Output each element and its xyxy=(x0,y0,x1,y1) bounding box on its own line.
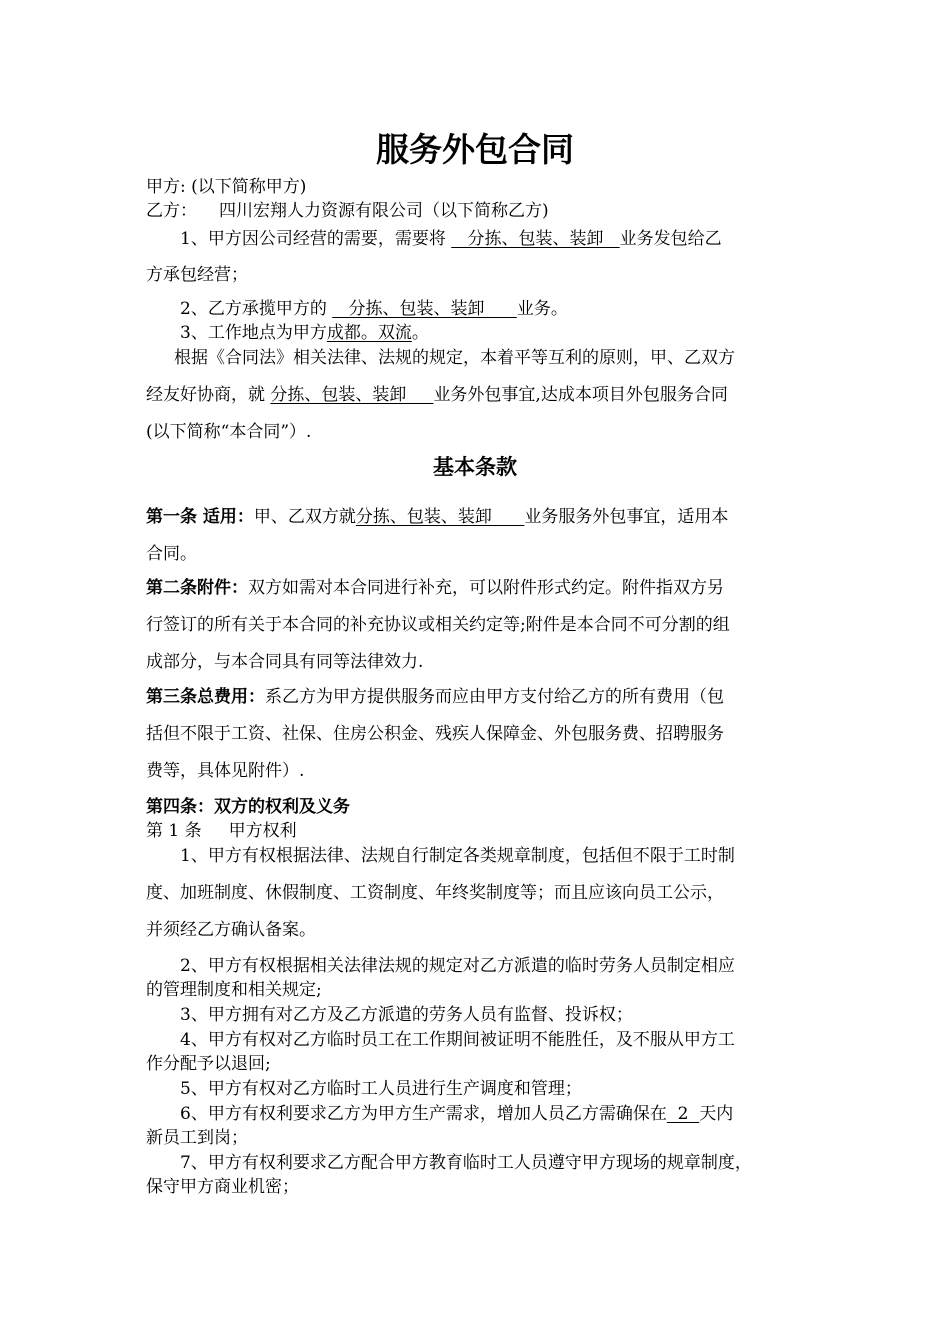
basis-line3: (以下简称“本合同”）. xyxy=(146,422,312,442)
item3-text-post: 。 xyxy=(411,323,429,343)
right7-line1: 7、甲方有权利要求乙方配合甲方教育临时工人员遵守甲方现场的规章制度， xyxy=(180,1153,752,1173)
article4-heading: 第四条：双方的权利及义务 xyxy=(146,797,350,817)
item3-line xyxy=(180,322,429,344)
right6-text-post: 天内 xyxy=(699,1104,734,1124)
item3-blank: 成都。双流 xyxy=(326,323,412,343)
right1-line1: 1、甲方有权根据法律、法规自行制定各类规章制度，包括但不限于工时制 xyxy=(180,846,735,866)
article2-line3: 成部分，与本合同具有同等法律效力. xyxy=(146,652,424,672)
article3-line2: 括但不限于工资、社保、住房公积金、残疾人保障金、外包服务费、招聘服务 xyxy=(146,724,724,744)
right6-line2: 新员工到岗； xyxy=(146,1128,248,1148)
party-b-name: 四川宏翔人力资源有限公司（以下简称乙方) xyxy=(219,201,549,221)
item3-text: 3、工作地点为甲方 xyxy=(180,323,327,343)
item1-cont: 方承包经营； xyxy=(146,265,248,285)
item1-line xyxy=(180,228,722,250)
right7-line2: 保守甲方商业机密； xyxy=(146,1177,299,1197)
article2-line2: 行签订的所有关于本合同的补充协议或相关约定等;附件是本合同不可分割的组 xyxy=(146,615,730,635)
item2-text-post: 业务。 xyxy=(516,299,568,319)
article1-cont: 合同。 xyxy=(146,544,197,564)
item1-blank: 分拣、包装、装卸 xyxy=(451,229,620,249)
article4-subheading: 第 1 条 甲方权利 xyxy=(146,821,297,841)
right4-line2: 作分配予以退回; xyxy=(146,1054,271,1074)
document-title: 服务外包合同 xyxy=(376,130,574,169)
section-title: 基本条款 xyxy=(433,454,517,479)
right1-line2: 度、加班制度、休假制度、工资制度、年终奖制度等；而且应该向员工公示， xyxy=(146,883,724,903)
right2-line1: 2、甲方有权根据相关法律法规的规定对乙方派遣的临时劳务人员制定相应 xyxy=(180,956,735,976)
basis-text: 经友好协商，就 xyxy=(146,385,265,405)
article1-line xyxy=(146,506,728,528)
right4-line1: 4、甲方有权对乙方临时员工在工作期间被证明不能胜任，及不服从甲方工 xyxy=(180,1030,735,1050)
party-a-line: 甲方: (以下简称甲方) xyxy=(146,177,307,197)
article3-text: 系乙方为甲方提供服务而应由甲方支付给乙方的所有费用（包 xyxy=(265,687,724,707)
item2-text: 2、乙方承揽甲方的 xyxy=(180,299,327,319)
article3-line3: 费等，具体见附件）. xyxy=(146,761,305,781)
right1-line3: 并须经乙方确认备案。 xyxy=(146,920,316,940)
article1-text-post: 业务服务外包事宜，适用本 xyxy=(524,507,729,527)
article1-text: 甲、乙双方就 xyxy=(253,507,356,527)
article2-text: 双方如需对本合同进行补充，可以附件形式约定。附件指双方另 xyxy=(248,578,724,598)
article2-heading: 第二条附件： xyxy=(146,578,248,598)
article3-heading: 第三条总费用： xyxy=(146,687,265,707)
article1-heading: 第一条 适用： xyxy=(146,507,254,527)
basis-line1: 根据《合同法》相关法律、法规的规定，本着平等互利的原则，甲、乙双方 xyxy=(174,348,735,368)
item2-line xyxy=(180,298,568,320)
party-b-line xyxy=(146,200,549,222)
item1-text: 1、甲方因公司经营的需要，需要将 xyxy=(180,229,446,249)
basis-line2 xyxy=(146,384,728,406)
article2-line1 xyxy=(146,577,724,599)
right6-blank: 2 xyxy=(666,1104,700,1124)
right3-line: 3、甲方拥有对乙方及乙方派遣的劳务人员有监督、投诉权； xyxy=(180,1005,633,1025)
article3-line1 xyxy=(146,686,724,708)
item1-text-post: 业务发包给乙 xyxy=(619,229,722,249)
party-b-label: 乙方： xyxy=(146,201,197,221)
basis-text-post: 业务外包事宜,达成本项目外包服务合同 xyxy=(433,385,728,405)
article1-blank: 分拣、包装、装卸 xyxy=(355,507,525,527)
basis-blank: 分拣、包装、装卸 xyxy=(270,385,434,405)
right5-line: 5、甲方有权对乙方临时工人员进行生产调度和管理； xyxy=(180,1079,582,1099)
right6-text: 6、甲方有权利要求乙方为甲方生产需求，增加人员乙方需确保在 xyxy=(180,1104,667,1124)
right6-line1 xyxy=(180,1103,733,1125)
item2-blank: 分拣、包装、装卸 xyxy=(332,299,517,319)
right2-line2: 的管理制度和相关规定; xyxy=(146,980,322,1000)
